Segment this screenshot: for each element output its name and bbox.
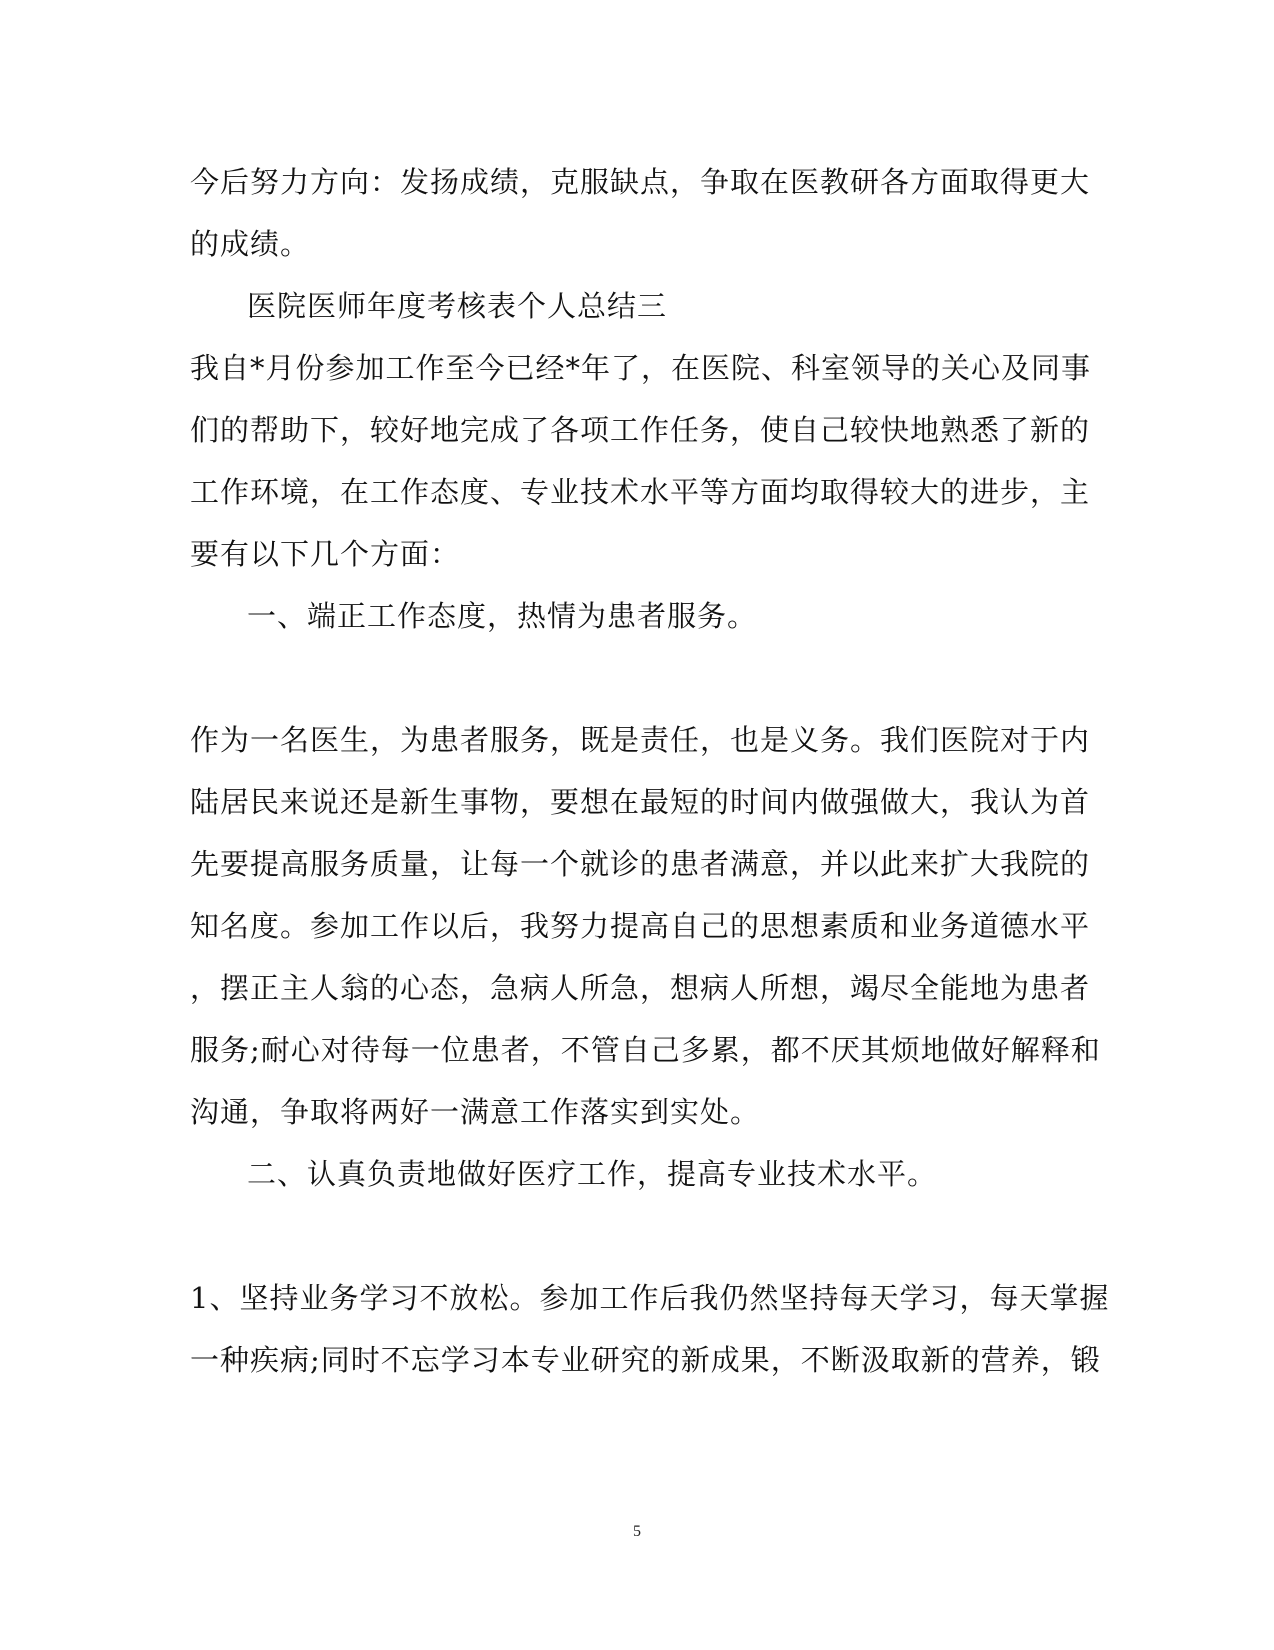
paragraph-line: 要有以下几个方面： [190, 537, 461, 571]
paragraph-line: 工作环境，在工作态度、专业技术水平等方面均取得较大的进步，主 [190, 475, 1091, 509]
paragraph-line: 沟通，争取将两好一满意工作落实到实处。 [190, 1095, 761, 1129]
paragraph-line: 们的帮助下，较好地完成了各项工作任务，使自己较快地熟悉了新的 [190, 413, 1091, 447]
paragraph-line: ，摆正主人翁的心态，急病人所急，想病人所想，竭尽全能地为患者 [190, 971, 1091, 1005]
paragraph-line: 先要提高服务质量，让每一个就诊的患者满意，并以此来扩大我院的 [190, 847, 1091, 881]
paragraph-line: 陆居民来说还是新生事物，要想在最短的时间内做强做大，我认为首 [190, 785, 1091, 819]
paragraph-line: 知名度。参加工作以后，我努力提高自己的思想素质和业务道德水平 [190, 909, 1091, 943]
paragraph-line: 今后努力方向：发扬成绩，克服缺点，争取在医教研各方面取得更大 [190, 165, 1091, 199]
paragraph-line: 的成绩。 [190, 227, 311, 261]
section-heading: 二、认真负责地做好医疗工作，提高专业技术水平。 [247, 1157, 938, 1191]
paragraph-line: 作为一名医生，为患者服务，既是责任，也是义务。我们医院对于内 [190, 723, 1091, 757]
section-heading: 医院医师年度考核表个人总结三 [247, 289, 668, 323]
paragraph-line: 1、坚持业务学习不放松。参加工作后我仍然坚持每天学习，每天掌握 [190, 1281, 1110, 1315]
paragraph-line: 服务;耐心对待每一位患者，不管自己多累，都不厌其烦地做好解释和 [190, 1033, 1101, 1067]
page-number: 5 [633, 1523, 641, 1540]
section-heading: 一、端正工作态度，热情为患者服务。 [247, 599, 758, 633]
paragraph-line: 一种疾病;同时不忘学习本专业研究的新成果，不断汲取新的营养，锻 [190, 1343, 1101, 1377]
paragraph-line: 我自*月份参加工作至今已经*年了，在医院、科室领导的关心及同事 [190, 351, 1092, 385]
